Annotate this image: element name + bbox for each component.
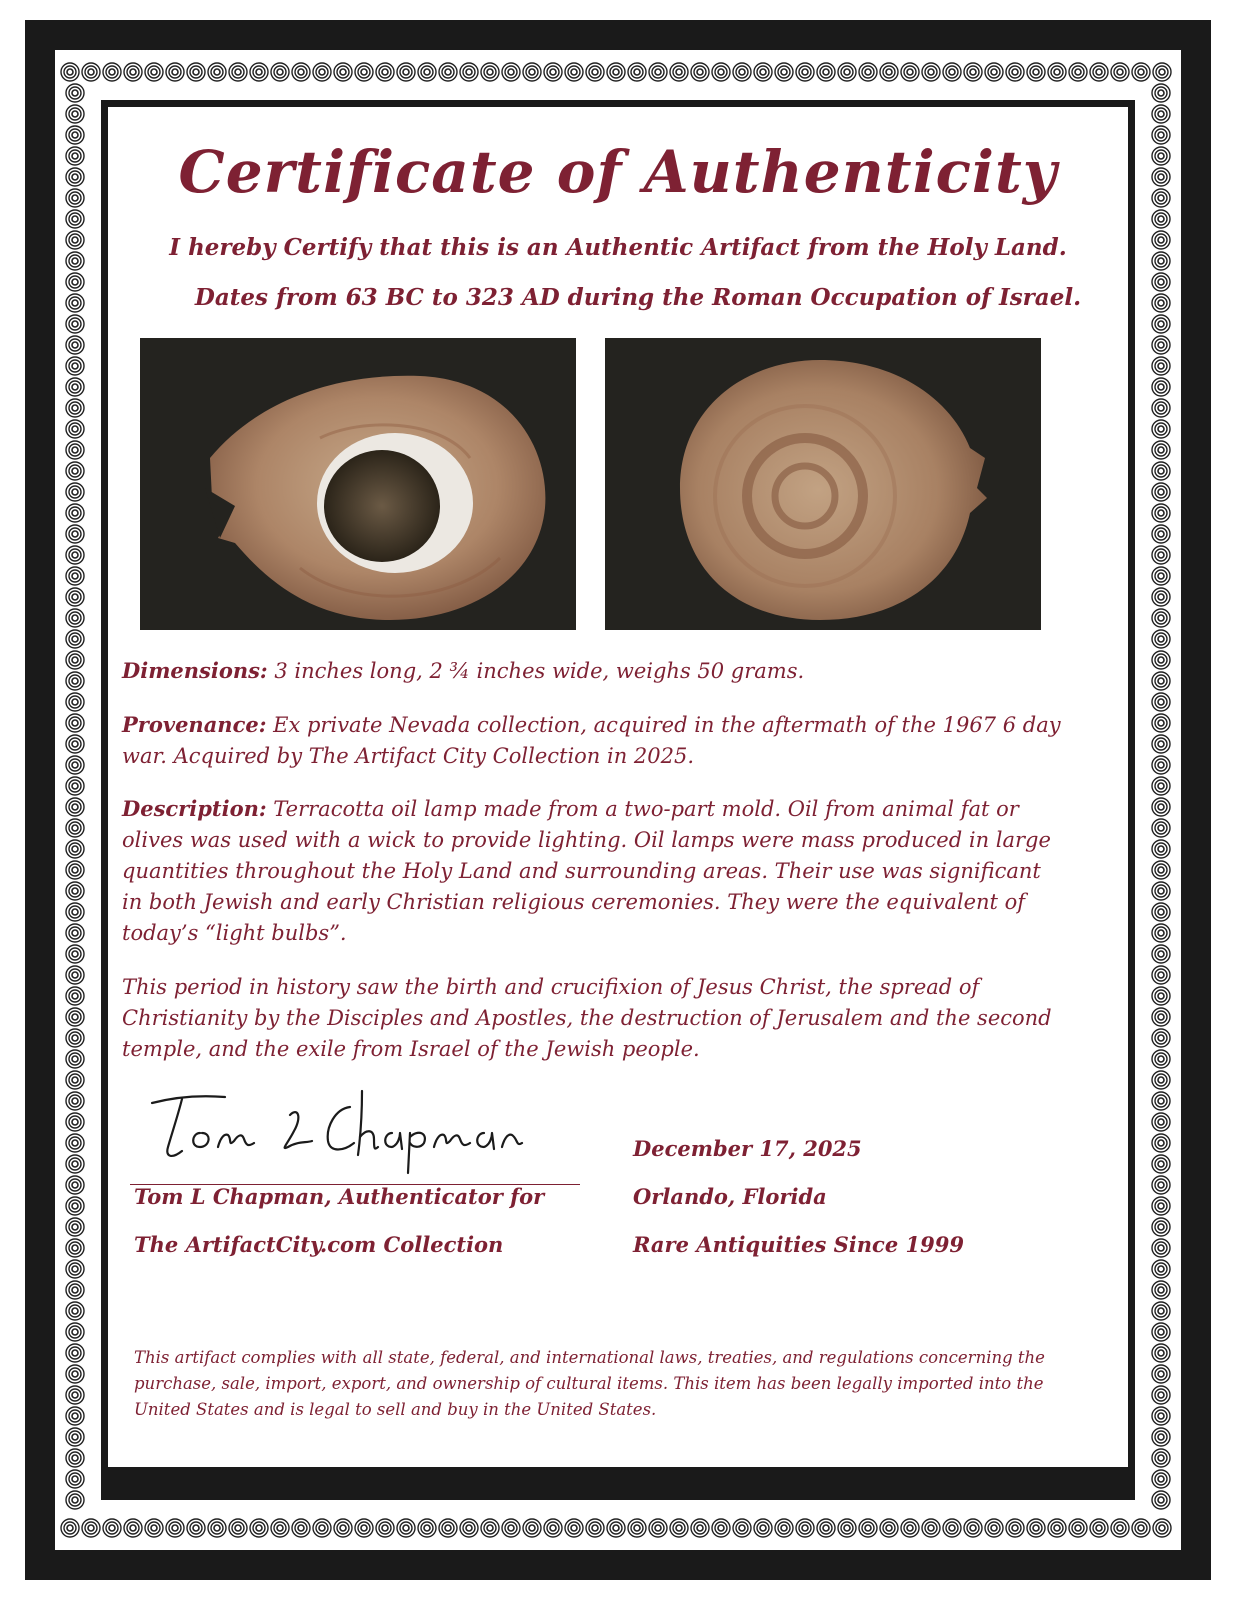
collection-name: The ArtifactCity.com Collection [134, 1232, 504, 1257]
provenance-text: Ex private Nevada collection, acquired in the aftermath of the 1967 6 day war. Acquired by The Artifact City Collection in 2025. [122, 713, 1061, 768]
certify-statement: I hereby Certify that this is an Authentic Artifact from the Holy Land. [169, 234, 1067, 261]
lamp-photo-bottom [605, 338, 1041, 630]
handwritten-signature [130, 1085, 580, 1180]
certificate-body [108, 107, 1128, 1467]
provenance-label: Provenance: [122, 712, 267, 737]
description-label: Description: [122, 796, 267, 821]
certificate-location: Orlando, Florida [633, 1184, 827, 1209]
certificate-title: Certificate of Authenticity [178, 138, 1058, 206]
authenticator-name: Tom L Chapman, Authenticator for [134, 1184, 545, 1209]
provenance-paragraph [122, 709, 1062, 772]
legal-notice: This artifact complies with all state, federal, and international laws, treaties, and regulations concerning the purchase, sale, import, export, and ownership of cultural items. This item has been legally imported into the United States and is legal to sell and buy in the United States. [134, 1348, 1045, 1419]
description-paragraph [122, 793, 1062, 949]
dimensions-text: 3 inches long, 2 ¾ inches wide, weighs 50 grams. [267, 659, 805, 683]
certificate-date: December 17, 2025 [633, 1136, 862, 1161]
company-tagline: Rare Antiquities Since 1999 [633, 1232, 964, 1257]
dimensions-label: Dimensions: [122, 658, 268, 683]
description-text: Terracotta oil lamp made from a two-part mold. Oil from animal fat or olives was used with a wick to provide lighting. Oil lamps were mass produced in large quantities throughout the Holy Land and surrounding areas. Their use was significant in both Jewish and early Christian religious ceremonies. They were the equivalent of today’s “light bulbs”. [122, 797, 1051, 945]
lamp-photo-top [140, 338, 576, 630]
dates-statement: Dates from 63 BC to 323 AD during the Roman Occupation of Israel. [194, 284, 1082, 311]
dimensions-paragraph [122, 655, 1062, 687]
history-paragraph: This period in history saw the birth and crucifixion of Jesus Christ, the spread of Christianity by the Disciples and Apostles, the destruction of Jerusalem and the second temple, and the exile from Israel of the Jewish people. [122, 975, 1052, 1061]
